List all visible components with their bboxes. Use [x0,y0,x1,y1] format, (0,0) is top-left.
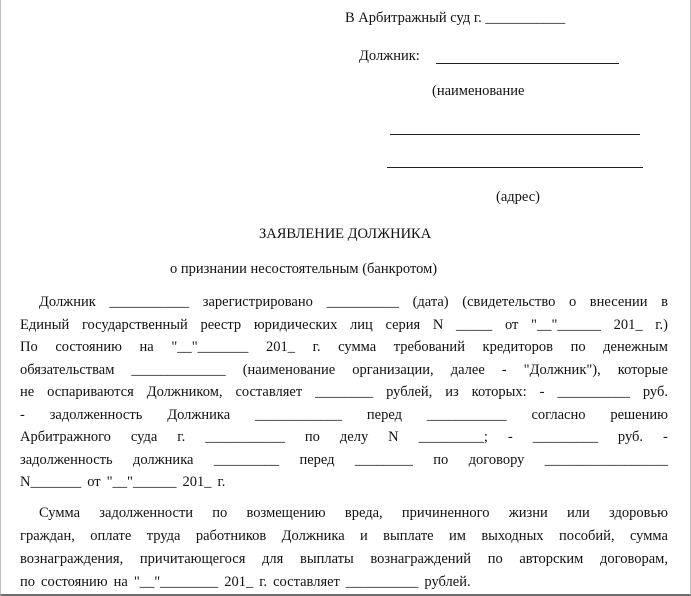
text-word: Арбитражного [20,429,111,445]
text-word: которых: [471,384,527,400]
text-word: работников [195,528,267,544]
text-word: от [87,474,101,490]
text-word: причитающегося [139,551,246,567]
text-word: и [360,528,368,544]
text-word: труда [146,528,181,544]
p2-line [20,571,668,594]
text-word: По [20,339,38,355]
name-blank-line-1[interactable] [390,134,640,135]
text-word: денежным [603,339,668,355]
text-word: 201_ [613,316,643,333]
text-word: составляет [235,384,303,400]
text-word: ___________ [109,294,190,310]
text-word: здоровью [609,505,668,521]
text-word: рублей, [386,384,433,400]
text-word: задолженности [99,505,194,521]
text-word: __________ [326,294,399,310]
text-word: рублей. [424,574,471,590]
text-word: авторским [519,551,584,567]
text-word: пособий, [558,528,615,544]
text-word: ___________ [426,406,507,423]
text-word: для [262,551,284,567]
text-word: жизни [508,505,548,521]
text-word: - [501,361,507,378]
text-word: сумма [338,339,377,355]
text-word: (свидетельство [462,294,556,310]
text-word: Должника [281,528,345,544]
text-word: договорам, [600,551,668,567]
address-hint: (адрес) [496,189,540,205]
text-word: задолженность [49,406,143,423]
p2-line [20,525,668,548]
text-word: на [113,574,128,590]
text-word: _________ [532,429,598,445]
text-word: серия [385,316,421,333]
text-word: Должника [167,406,231,423]
text-word: далее [450,361,485,378]
text-word: - [507,429,513,445]
name-blank-line-2[interactable] [387,167,643,168]
text-word: договору [468,451,525,468]
text-word: задолженность [20,451,113,468]
text-word: возмещению [246,505,326,521]
p1-line [20,404,668,427]
text-word: руб. [642,384,668,400]
text-word: должника [132,451,194,468]
text-word: __________ [557,384,630,400]
text-word: 201_ [266,339,296,355]
text-word: _____________ [131,361,226,378]
p2-line [20,502,668,525]
text-word: г. [217,474,226,490]
text-word: организации, [352,361,434,378]
text-word: 201_ [182,474,212,490]
text-word: "__"________ [133,574,219,590]
p1-line [20,449,668,472]
text-word: реестр [200,316,242,333]
text-word: по [20,574,36,590]
text-word: "__"______ [106,474,177,490]
text-word: _____ [456,316,493,333]
text-word: _________; [418,429,488,445]
text-word: внесении [589,294,648,310]
text-word: перед [366,406,402,423]
text-word: выходных [481,528,544,544]
text-word: вознаграждений [370,551,472,567]
text-word: ___________ [205,429,285,445]
text-word: составляет [273,574,340,590]
text-word: оспариваются [47,384,134,400]
p1-line [20,314,668,337]
text-word: юридических [253,316,338,333]
text-word: руб. [617,429,644,445]
text-word: от [504,316,519,333]
text-word: состоянию [41,574,108,590]
text-word: (наименование [242,361,336,378]
text-word: которые [617,361,668,378]
text-word: суда [130,429,158,445]
text-word: вреда, [344,505,383,521]
p1-line [20,381,668,404]
text-word: - [663,429,668,445]
text-word: - [20,406,25,423]
text-word: N [432,316,444,333]
text-word: выплате [383,528,434,544]
text-word: (дата) [412,294,449,310]
text-word: о [568,294,577,310]
text-word: требований [393,339,465,355]
text-word: __________ [345,574,419,590]
text-word: состоянию [55,339,122,355]
text-word: "Должник"), [523,361,601,378]
text-word: _________________ [544,451,668,468]
text-word: г. [259,574,268,590]
p2-line [20,548,668,571]
document-subtitle: о признании несостоятельным (банкротом) [170,261,438,277]
text-word: по [304,429,320,445]
text-word: N [388,429,399,445]
text-word: г. [312,339,321,355]
debtor-name-blank[interactable] [436,63,619,64]
text-word: или [567,505,590,521]
text-word: по [433,451,449,468]
text-word: оплате [90,528,132,544]
text-word: Должником, [146,384,223,400]
text-word: ____________ [255,406,343,423]
text-word: причиненного [401,505,490,521]
text-word: перед [299,451,335,468]
text-word: ________ [315,384,374,400]
text-word: граждан, [20,528,75,544]
text-word: N_______ [20,474,82,490]
text-word: в [661,294,668,310]
name-hint: (наименование [432,83,525,99]
text-word: "__"_______ [171,339,249,355]
p1-line [20,471,668,494]
p1-line [20,291,668,314]
text-word: ________ [354,451,413,468]
text-word: лиц [350,316,373,333]
text-word: вознаграждения, [20,551,124,567]
text-word: обязательствам [20,361,115,378]
text-word: _________ [213,451,280,468]
text-word: 201_ [224,574,254,590]
text-word: из [445,384,459,400]
text-word: на [139,339,154,355]
text-word: Сумма [39,505,81,521]
text-word: решению [610,406,668,423]
text-word: кредиторов [482,339,553,355]
text-word: по [570,339,586,355]
debtor-label: Должник: [359,48,420,64]
text-word: согласно [531,406,586,423]
text-word: г. [177,429,186,445]
text-word: Должник [39,294,96,310]
text-word: по [212,505,228,521]
text-word: по [487,551,503,567]
p1-line [20,359,668,382]
text-word: г.) [655,316,668,333]
text-word: "__"______ [531,316,601,333]
text-word: Единый [20,316,70,333]
paragraph-priority-debts [20,502,668,594]
text-word: делу [339,429,369,445]
text-word: не [20,384,35,400]
p1-line [20,426,668,449]
paragraph-debt-statement [20,291,668,494]
text-word: им [448,528,466,544]
text-word: выплаты [299,551,354,567]
court-line: В Арбитражный суд г. ___________ [345,10,566,26]
p1-line [20,336,668,359]
text-word: зарегистрировано [202,294,313,310]
text-word: сумма [629,528,668,544]
text-word: государственный [81,316,188,333]
document-title: ЗАЯВЛЕНИЕ ДОЛЖНИКА [259,226,432,242]
text-word: - [539,384,545,400]
